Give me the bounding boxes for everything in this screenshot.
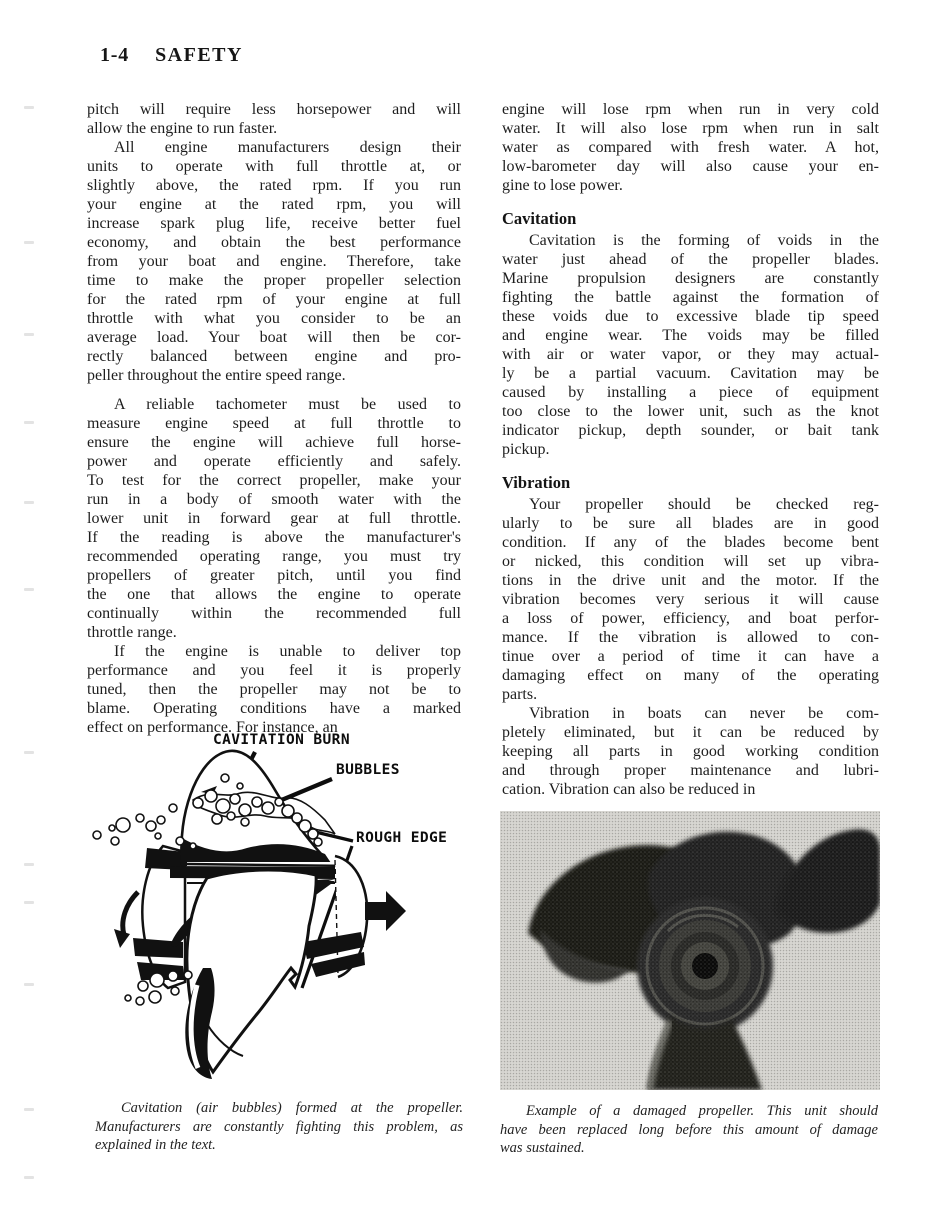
text-line: and engine wear. The voids may be filled <box>502 327 879 344</box>
scan-dash <box>24 751 34 754</box>
text-line: a loss of power, efficiency, and boat perfor- <box>502 610 879 627</box>
text-line: with air or water vapor, or they may actual- <box>502 346 879 363</box>
paragraph <box>87 395 461 642</box>
text-line: effect on performance. For instance, an <box>87 719 338 736</box>
text-line: A reliable tachometer must be used to <box>114 396 461 413</box>
paragraph <box>87 100 461 138</box>
text-line: run in a body of smooth water with the <box>87 491 461 508</box>
text-line: measure engine speed at full throttle to <box>87 415 461 432</box>
text-line: peller throughout the entire speed range. <box>87 367 346 384</box>
text-line: damaging effect on many of the operating <box>502 667 879 684</box>
text-line: units to operate with full throttle at, or <box>87 158 461 175</box>
paragraph <box>502 231 879 459</box>
text-line: lower unit in forward gear at full throttle. <box>87 510 461 527</box>
text-line: vibration becomes very serious it will cause <box>502 591 879 608</box>
label-cavitation-burn: CAVITATION BURN <box>213 732 350 748</box>
text-line: If the engine is unable to deliver top <box>114 643 461 660</box>
label-rough-edge: ROUGH EDGE <box>356 830 448 846</box>
right-column <box>502 100 879 799</box>
paragraph <box>502 495 879 704</box>
text-line: Your propeller should be checked reg- <box>529 496 879 513</box>
text-line: condition. If any of the blades become bent <box>502 534 879 551</box>
text-line: All engine manufacturers design their <box>114 139 461 156</box>
scan-dash <box>24 1108 34 1111</box>
scan-dash <box>24 333 34 336</box>
text-line: indicator pickup, depth sounder, or bait tank <box>502 422 879 439</box>
section-heading-vibration: Vibration <box>502 473 571 492</box>
text-line: these voids due to excessive blade tip speed <box>502 308 879 325</box>
thrust-arrow <box>365 891 406 931</box>
text-line: Vibration in boats can never be com- <box>529 705 879 722</box>
scan-dash <box>24 983 34 986</box>
text-line: pickup. <box>502 441 550 458</box>
text-line: Cavitation (air bubbles) formed at the propeller. <box>121 1100 463 1116</box>
text-line: gine to lose power. <box>502 177 623 194</box>
text-line: caused by installing a piece of equipment <box>502 384 879 401</box>
text-line: your engine at the rated rpm, you will <box>87 196 461 213</box>
scan-dash <box>24 588 34 591</box>
section-title: SAFETY <box>155 44 243 66</box>
propeller-line-art <box>85 728 487 1090</box>
text-line: the one that allows the engine to operate <box>87 586 461 603</box>
text-line: allow the engine to run faster. <box>87 120 278 137</box>
text-line: performance and you feel it is properly <box>87 662 461 679</box>
text-line: pletely eliminated, but it can be reduced by <box>502 724 879 741</box>
text-line: cation. Vibration can also be reduced in <box>502 781 756 798</box>
text-line: low-barometer day will also cause your en- <box>502 158 879 175</box>
paragraph <box>87 138 461 385</box>
text-line: throttle range. <box>87 624 177 641</box>
text-line: Manufacturers are constantly fighting this problem, as <box>95 1118 463 1135</box>
text-line: too close to the lower unit, such as the knot <box>502 403 879 420</box>
scan-dash <box>24 106 34 109</box>
text-line: slightly above, the rated rpm. If you run <box>87 177 461 194</box>
damaged-propeller-photo <box>500 811 880 1090</box>
cavitation-diagram <box>85 728 487 1090</box>
page-header <box>100 44 243 67</box>
text-line: keeping all parts in good working condition <box>502 743 879 760</box>
text-line: Example of a damaged propeller. This unit should <box>526 1103 878 1119</box>
scan-dash <box>24 901 34 904</box>
scan-dash <box>24 501 34 504</box>
text-line: economy, and obtain the best performance <box>87 234 461 251</box>
text-line: was sustained. <box>500 1140 585 1156</box>
page-number: 1-4 <box>100 44 130 66</box>
text-line: rectly balanced between engine and pro- <box>87 348 461 365</box>
text-line: parts. <box>502 686 538 703</box>
section-heading-cavitation: Cavitation <box>502 209 577 228</box>
text-line: continually within the recommended full <box>87 605 461 622</box>
text-line: ly be a partial vacuum. Cavitation may be <box>502 365 879 382</box>
text-line: power and operate efficiently and safely. <box>87 453 461 470</box>
scan-dash <box>24 241 34 244</box>
text-line: Cavitation is the forming of voids in the <box>529 232 879 249</box>
text-line: from your boat and engine. Therefore, take <box>87 253 461 270</box>
left-column <box>87 100 461 737</box>
scan-dash <box>24 421 34 424</box>
text-line: or nicked, this condition will set up vibra- <box>502 553 879 570</box>
text-line: water. It will also lose rpm when run in salt <box>502 120 879 137</box>
text-line: recommended operating range, you must try <box>87 548 461 565</box>
text-line: mance. If the vibration is allowed to con- <box>502 629 879 646</box>
text-line: increase spark plug life, receive better fuel <box>87 215 461 232</box>
scan-dash <box>24 1176 34 1179</box>
text-line: pitch will require less horsepower and will <box>87 101 461 118</box>
text-line: fighting the battle against the formation of <box>502 289 879 306</box>
text-line: Marine propulsion designers are constantly <box>502 270 879 287</box>
figure-caption <box>95 1099 463 1155</box>
scan-dash <box>24 863 34 866</box>
text-line: water just ahead of the propeller blades. <box>502 251 879 268</box>
text-line: tinue over a period of time it can have a <box>502 648 879 665</box>
text-line: have been replaced long before this amount of damage <box>500 1121 878 1138</box>
text-line: ularly to be sure all blades are in good <box>502 515 879 532</box>
halftone-light-dots <box>500 811 880 1090</box>
text-line: time to make the proper propeller selection <box>87 272 461 289</box>
text-line: for the rated rpm of your engine at full <box>87 291 461 308</box>
photo-caption <box>500 1102 878 1158</box>
paragraph <box>502 100 879 195</box>
paragraph <box>502 704 879 799</box>
text-line: throttle with what you consider to be an <box>87 310 461 327</box>
text-line: To test for the correct propeller, make your <box>87 472 461 489</box>
text-line: ensure the engine will achieve full horse- <box>87 434 461 451</box>
propeller-photo-art <box>500 811 880 1090</box>
text-line: blame. Operating conditions have a marked <box>87 700 461 717</box>
text-line: explained in the text. <box>95 1137 216 1153</box>
text-line: tions in the drive unit and the motor. If the <box>502 572 879 589</box>
label-bubbles: BUBBLES <box>336 762 400 778</box>
text-line: average load. Your boat will then be cor- <box>87 329 461 346</box>
text-line: and through proper maintenance and lubri- <box>502 762 879 779</box>
text-line: propellers of greater pitch, until you find <box>87 567 461 584</box>
text-line: If the reading is above the manufacturer's <box>87 529 461 546</box>
paragraph <box>87 642 461 737</box>
text-line: engine will lose rpm when run in very cold <box>502 101 879 118</box>
text-line: water as compared with fresh water. A hot, <box>502 139 879 156</box>
text-line: tuned, then the propeller may not be to <box>87 681 461 698</box>
